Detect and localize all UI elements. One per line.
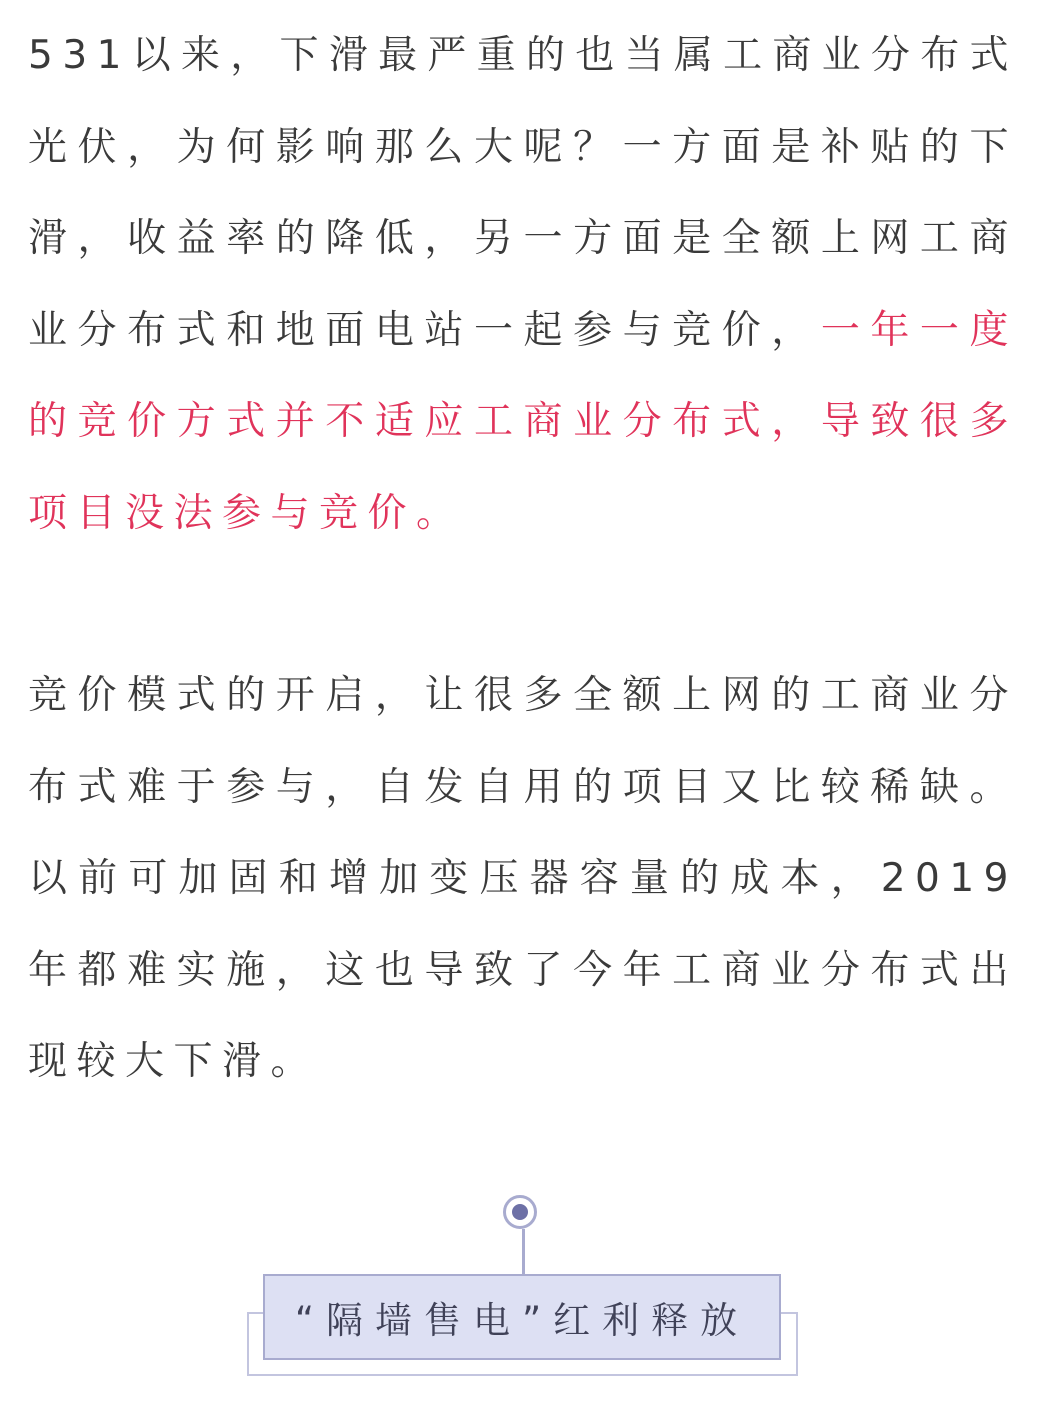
header-stem-line bbox=[522, 1229, 525, 1274]
paragraph-1-highlight: 一年一度的竞价方式并不适应工商业分布式，导致很多项目没法参与竞价。 bbox=[28, 307, 1018, 536]
article-body bbox=[28, 10, 1018, 1108]
header-title-box bbox=[263, 1274, 781, 1360]
paragraph-1 bbox=[28, 10, 1018, 559]
paragraph-2: 竞价模式的开启，让很多全额上网的工商业分布式难于参与，自发自用的项目又比较稀缺。以前可加固和增加变压器容量的成本，2019年都难实施，这也导致了今年工商业分布式出现较大下滑。 bbox=[28, 673, 1018, 1084]
paragraph-1-text: 531以来，下滑最严重的也当属工商业分布式光伏，为何影响那么大呢？一方面是补贴的下滑，收益率的降低，另一方面是全额上网工商业分布式和地面电站一起参与竞价， bbox=[28, 33, 1018, 353]
paragraph-spacer bbox=[28, 559, 1018, 650]
section-header bbox=[0, 1190, 1045, 1424]
header-dot-center bbox=[512, 1204, 528, 1220]
header-dot-icon bbox=[503, 1195, 537, 1229]
section-title: “隔墙售电”红利释放 bbox=[294, 1299, 750, 1342]
